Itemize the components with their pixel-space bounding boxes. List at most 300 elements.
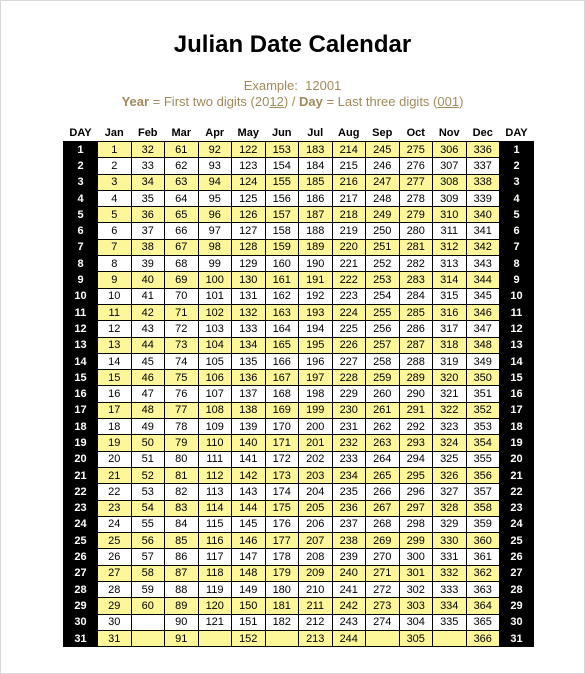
julian-day-cell: 159 xyxy=(265,239,299,255)
julian-day-cell: 318 xyxy=(433,337,467,353)
julian-day-cell: 163 xyxy=(265,304,299,320)
day-number: 26 xyxy=(500,549,534,565)
julian-day-cell xyxy=(265,630,299,646)
julian-day-cell: 296 xyxy=(399,484,433,500)
julian-day-cell: 218 xyxy=(332,207,366,223)
table-row xyxy=(64,435,534,451)
julian-day-cell: 71 xyxy=(165,304,199,320)
day-number: 16 xyxy=(64,386,98,402)
julian-day-cell: 190 xyxy=(299,256,333,272)
column-header: Sep xyxy=(366,125,400,142)
julian-day-cell: 232 xyxy=(332,435,366,451)
julian-day-cell: 233 xyxy=(332,451,366,467)
julian-day-cell: 134 xyxy=(232,337,266,353)
table-row xyxy=(64,239,534,255)
julian-day-cell: 167 xyxy=(265,370,299,386)
column-header: May xyxy=(232,125,266,142)
julian-day-cell: 145 xyxy=(232,516,266,532)
julian-day-cell: 352 xyxy=(466,402,500,418)
julian-day-cell: 1 xyxy=(98,142,132,158)
julian-day-cell: 156 xyxy=(265,190,299,206)
julian-day-cell: 332 xyxy=(433,565,467,581)
julian-day-cell: 191 xyxy=(299,272,333,288)
table-row xyxy=(64,174,534,190)
julian-day-cell xyxy=(131,614,165,630)
day-number: 31 xyxy=(64,630,98,646)
julian-day-cell: 294 xyxy=(399,451,433,467)
julian-day-cell: 267 xyxy=(366,500,400,516)
julian-day-cell: 277 xyxy=(399,174,433,190)
julian-day-cell: 197 xyxy=(299,370,333,386)
julian-day-cell: 302 xyxy=(399,582,433,598)
julian-day-cell: 213 xyxy=(299,630,333,646)
day-number: 14 xyxy=(64,353,98,369)
day-number: 14 xyxy=(500,353,534,369)
day-number: 13 xyxy=(64,337,98,353)
column-header: Jun xyxy=(265,125,299,142)
day-number: 19 xyxy=(500,435,534,451)
julian-day-cell: 304 xyxy=(399,614,433,630)
julian-day-cell: 351 xyxy=(466,386,500,402)
julian-day-cell: 188 xyxy=(299,223,333,239)
julian-day-cell: 102 xyxy=(198,304,232,320)
day-number: 19 xyxy=(64,435,98,451)
day-number: 12 xyxy=(64,321,98,337)
julian-day-cell: 353 xyxy=(466,419,500,435)
table-row xyxy=(64,484,534,500)
julian-day-cell: 199 xyxy=(299,402,333,418)
julian-day-cell: 228 xyxy=(332,370,366,386)
julian-day-cell: 13 xyxy=(98,337,132,353)
julian-day-cell: 195 xyxy=(299,337,333,353)
julian-day-cell: 32 xyxy=(131,142,165,158)
julian-day-cell: 53 xyxy=(131,484,165,500)
julian-day-cell: 361 xyxy=(466,549,500,565)
julian-day-cell: 333 xyxy=(433,582,467,598)
julian-day-cell: 274 xyxy=(366,614,400,630)
table-row xyxy=(64,304,534,320)
day-number: 18 xyxy=(64,419,98,435)
julian-day-cell: 287 xyxy=(399,337,433,353)
julian-day-cell: 182 xyxy=(265,614,299,630)
day-number: 7 xyxy=(500,239,534,255)
day-number: 24 xyxy=(64,516,98,532)
julian-day-cell: 319 xyxy=(433,353,467,369)
julian-day-cell: 96 xyxy=(198,207,232,223)
julian-day-cell: 162 xyxy=(265,288,299,304)
day-number: 6 xyxy=(64,223,98,239)
julian-day-cell: 19 xyxy=(98,435,132,451)
day-number: 12 xyxy=(500,321,534,337)
table-row xyxy=(64,142,534,158)
table-row xyxy=(64,516,534,532)
julian-day-cell: 194 xyxy=(299,321,333,337)
julian-day-cell: 300 xyxy=(399,549,433,565)
julian-day-cell: 216 xyxy=(332,174,366,190)
julian-day-cell: 86 xyxy=(165,549,199,565)
julian-day-cell: 364 xyxy=(466,598,500,614)
julian-day-cell: 28 xyxy=(98,582,132,598)
julian-day-cell: 180 xyxy=(265,582,299,598)
julian-day-cell: 261 xyxy=(366,402,400,418)
table-row xyxy=(64,386,534,402)
julian-day-cell: 37 xyxy=(131,223,165,239)
julian-day-cell: 219 xyxy=(332,223,366,239)
julian-day-cell: 202 xyxy=(299,451,333,467)
julian-day-cell: 164 xyxy=(265,321,299,337)
julian-day-cell: 257 xyxy=(366,337,400,353)
julian-day-cell: 39 xyxy=(131,256,165,272)
julian-day-cell: 254 xyxy=(366,288,400,304)
julian-day-cell: 143 xyxy=(232,484,266,500)
julian-day-cell: 51 xyxy=(131,451,165,467)
table-row xyxy=(64,451,534,467)
julian-day-cell: 308 xyxy=(433,174,467,190)
julian-day-cell: 27 xyxy=(98,565,132,581)
julian-day-cell: 355 xyxy=(466,451,500,467)
julian-day-cell: 68 xyxy=(165,256,199,272)
column-header: DAY xyxy=(64,125,98,142)
julian-day-cell: 278 xyxy=(399,190,433,206)
julian-day-cell: 269 xyxy=(366,533,400,549)
julian-day-cell: 305 xyxy=(399,630,433,646)
column-header: Jul xyxy=(299,125,333,142)
julian-day-cell: 88 xyxy=(165,582,199,598)
julian-day-cell: 349 xyxy=(466,353,500,369)
julian-day-cell: 321 xyxy=(433,386,467,402)
julian-day-cell: 285 xyxy=(399,304,433,320)
julian-day-cell: 31 xyxy=(98,630,132,646)
day-number: 10 xyxy=(64,288,98,304)
table-row xyxy=(64,565,534,581)
julian-day-cell: 132 xyxy=(232,304,266,320)
column-header: Aug xyxy=(332,125,366,142)
julian-day-cell: 72 xyxy=(165,321,199,337)
julian-day-cell: 175 xyxy=(265,500,299,516)
julian-day-cell: 87 xyxy=(165,565,199,581)
julian-day-cell: 65 xyxy=(165,207,199,223)
julian-day-cell: 365 xyxy=(466,614,500,630)
julian-day-cell: 174 xyxy=(265,484,299,500)
julian-day-cell: 57 xyxy=(131,549,165,565)
julian-day-cell: 357 xyxy=(466,484,500,500)
julian-day-cell: 327 xyxy=(433,484,467,500)
julian-day-cell: 238 xyxy=(332,533,366,549)
table-row xyxy=(64,402,534,418)
julian-day-cell: 16 xyxy=(98,386,132,402)
julian-day-cell: 54 xyxy=(131,500,165,516)
day-number: 22 xyxy=(500,484,534,500)
julian-day-cell: 49 xyxy=(131,419,165,435)
julian-day-cell: 114 xyxy=(198,500,232,516)
julian-day-cell: 171 xyxy=(265,435,299,451)
julian-day-cell: 350 xyxy=(466,370,500,386)
column-header: Oct xyxy=(399,125,433,142)
table-row xyxy=(64,614,534,630)
julian-day-cell: 245 xyxy=(366,142,400,158)
table-row xyxy=(64,321,534,337)
julian-day-cell: 106 xyxy=(198,370,232,386)
julian-day-cell: 120 xyxy=(198,598,232,614)
julian-day-cell: 230 xyxy=(332,402,366,418)
julian-day-cell: 264 xyxy=(366,451,400,467)
julian-day-cell: 104 xyxy=(198,337,232,353)
julian-day-cell: 211 xyxy=(299,598,333,614)
day-number: 24 xyxy=(500,516,534,532)
julian-day-cell: 15 xyxy=(98,370,132,386)
julian-day-cell: 231 xyxy=(332,419,366,435)
day-number: 11 xyxy=(500,304,534,320)
table-row xyxy=(64,288,534,304)
julian-day-cell: 249 xyxy=(366,207,400,223)
julian-day-cell: 82 xyxy=(165,484,199,500)
day-number: 3 xyxy=(500,174,534,190)
day-number: 27 xyxy=(64,565,98,581)
julian-day-cell: 84 xyxy=(165,516,199,532)
table-row xyxy=(64,207,534,223)
julian-day-cell: 286 xyxy=(399,321,433,337)
julian-day-cell: 55 xyxy=(131,516,165,532)
julian-day-cell: 169 xyxy=(265,402,299,418)
julian-day-cell: 89 xyxy=(165,598,199,614)
julian-day-cell: 144 xyxy=(232,500,266,516)
table-row xyxy=(64,353,534,369)
julian-day-cell: 166 xyxy=(265,353,299,369)
julian-day-cell: 354 xyxy=(466,435,500,451)
day-number: 26 xyxy=(64,549,98,565)
julian-day-cell: 186 xyxy=(299,190,333,206)
table-row xyxy=(64,549,534,565)
julian-day-cell: 266 xyxy=(366,484,400,500)
julian-day-cell: 290 xyxy=(399,386,433,402)
julian-day-cell: 226 xyxy=(332,337,366,353)
julian-day-cell: 262 xyxy=(366,419,400,435)
day-number: 16 xyxy=(500,386,534,402)
day-number: 4 xyxy=(64,190,98,206)
julian-day-cell: 236 xyxy=(332,500,366,516)
julian-day-cell: 48 xyxy=(131,402,165,418)
julian-day-cell: 330 xyxy=(433,533,467,549)
julian-day-cell: 336 xyxy=(466,142,500,158)
julian-day-cell: 201 xyxy=(299,435,333,451)
julian-day-cell: 10 xyxy=(98,288,132,304)
julian-day-cell: 133 xyxy=(232,321,266,337)
julian-day-cell: 291 xyxy=(399,402,433,418)
julian-day-cell: 359 xyxy=(466,516,500,532)
julian-day-cell: 46 xyxy=(131,370,165,386)
day-number: 15 xyxy=(64,370,98,386)
julian-day-cell: 255 xyxy=(366,304,400,320)
julian-day-cell: 229 xyxy=(332,386,366,402)
julian-day-cell: 282 xyxy=(399,256,433,272)
julian-day-cell: 288 xyxy=(399,353,433,369)
julian-day-cell: 142 xyxy=(232,467,266,483)
julian-day-cell: 66 xyxy=(165,223,199,239)
julian-day-cell: 265 xyxy=(366,467,400,483)
julian-day-cell: 110 xyxy=(198,435,232,451)
julian-day-cell: 306 xyxy=(433,142,467,158)
julian-day-cell: 35 xyxy=(131,190,165,206)
julian-day-cell: 154 xyxy=(265,158,299,174)
julian-day-cell: 148 xyxy=(232,565,266,581)
julian-day-cell: 118 xyxy=(198,565,232,581)
julian-day-cell: 243 xyxy=(332,614,366,630)
julian-day-cell: 21 xyxy=(98,467,132,483)
julian-day-cell: 160 xyxy=(265,256,299,272)
julian-day-cell: 97 xyxy=(198,223,232,239)
julian-day-cell: 130 xyxy=(232,272,266,288)
julian-day-cell: 317 xyxy=(433,321,467,337)
day-number: 8 xyxy=(64,256,98,272)
julian-day-cell: 185 xyxy=(299,174,333,190)
julian-day-cell: 75 xyxy=(165,370,199,386)
julian-day-cell: 314 xyxy=(433,272,467,288)
julian-day-cell: 92 xyxy=(198,142,232,158)
julian-day-cell: 67 xyxy=(165,239,199,255)
page-title: Julian Date Calendar xyxy=(173,31,412,58)
julian-day-cell: 241 xyxy=(332,582,366,598)
column-header: Feb xyxy=(131,125,165,142)
julian-day-cell: 263 xyxy=(366,435,400,451)
julian-day-cell: 70 xyxy=(165,288,199,304)
julian-day-cell: 251 xyxy=(366,239,400,255)
julian-day-cell: 210 xyxy=(299,582,333,598)
julian-day-cell: 52 xyxy=(131,467,165,483)
julian-day-cell: 299 xyxy=(399,533,433,549)
day-number: 13 xyxy=(500,337,534,353)
julian-day-cell: 322 xyxy=(433,402,467,418)
day-number: 10 xyxy=(500,288,534,304)
julian-day-cell: 62 xyxy=(165,158,199,174)
julian-day-cell: 323 xyxy=(433,419,467,435)
julian-day-cell: 246 xyxy=(366,158,400,174)
table-row xyxy=(64,272,534,288)
julian-day-cell: 23 xyxy=(98,500,132,516)
day-number: 1 xyxy=(64,142,98,158)
julian-day-cell: 170 xyxy=(265,419,299,435)
julian-day-cell: 209 xyxy=(299,565,333,581)
julian-day-cell: 50 xyxy=(131,435,165,451)
julian-day-cell: 30 xyxy=(98,614,132,630)
julian-day-cell: 36 xyxy=(131,207,165,223)
julian-day-cell: 272 xyxy=(366,582,400,598)
table-row xyxy=(64,256,534,272)
julian-day-cell: 85 xyxy=(165,533,199,549)
julian-day-cell: 360 xyxy=(466,533,500,549)
day-number: 21 xyxy=(500,467,534,483)
julian-day-cell: 40 xyxy=(131,272,165,288)
julian-day-cell: 363 xyxy=(466,582,500,598)
julian-day-cell: 177 xyxy=(265,533,299,549)
julian-day-cell: 189 xyxy=(299,239,333,255)
julian-day-cell: 47 xyxy=(131,386,165,402)
julian-day-cell: 43 xyxy=(131,321,165,337)
table-row xyxy=(64,419,534,435)
julian-day-cell: 90 xyxy=(165,614,199,630)
julian-day-cell: 203 xyxy=(299,467,333,483)
julian-day-cell: 38 xyxy=(131,239,165,255)
julian-day-cell: 60 xyxy=(131,598,165,614)
julian-day-cell: 99 xyxy=(198,256,232,272)
julian-day-cell: 61 xyxy=(165,142,199,158)
day-number: 4 xyxy=(500,190,534,206)
julian-day-cell: 237 xyxy=(332,516,366,532)
table-row xyxy=(64,598,534,614)
julian-day-cell: 301 xyxy=(399,565,433,581)
julian-table xyxy=(63,125,534,647)
day-number: 5 xyxy=(64,207,98,223)
julian-day-cell: 344 xyxy=(466,272,500,288)
table-row xyxy=(64,630,534,646)
day-number: 25 xyxy=(500,533,534,549)
julian-day-cell: 103 xyxy=(198,321,232,337)
julian-day-cell: 275 xyxy=(399,142,433,158)
julian-day-cell: 184 xyxy=(299,158,333,174)
day-number: 8 xyxy=(500,256,534,272)
julian-day-cell: 293 xyxy=(399,435,433,451)
julian-day-cell: 252 xyxy=(366,256,400,272)
julian-day-cell: 129 xyxy=(232,256,266,272)
julian-day-cell: 22 xyxy=(98,484,132,500)
julian-day-cell: 222 xyxy=(332,272,366,288)
julian-day-cell: 157 xyxy=(265,207,299,223)
julian-day-cell: 224 xyxy=(332,304,366,320)
julian-day-cell: 146 xyxy=(232,533,266,549)
julian-day-cell: 6 xyxy=(98,223,132,239)
julian-day-cell: 76 xyxy=(165,386,199,402)
julian-day-cell: 346 xyxy=(466,304,500,320)
julian-day-cell: 139 xyxy=(232,419,266,435)
day-number: 2 xyxy=(500,158,534,174)
julian-day-cell: 192 xyxy=(299,288,333,304)
column-header: Apr xyxy=(198,125,232,142)
julian-day-cell: 168 xyxy=(265,386,299,402)
julian-day-cell: 64 xyxy=(165,190,199,206)
julian-day-cell: 205 xyxy=(299,500,333,516)
julian-day-cell: 183 xyxy=(299,142,333,158)
julian-day-cell: 17 xyxy=(98,402,132,418)
day-number: 1 xyxy=(500,142,534,158)
close-paren: ) xyxy=(459,94,464,109)
julian-day-cell: 339 xyxy=(466,190,500,206)
day-label: Day xyxy=(298,94,323,109)
julian-day-cell: 127 xyxy=(232,223,266,239)
day-number: 28 xyxy=(64,582,98,598)
year-label: Year xyxy=(121,94,150,109)
year-underlined: 12 xyxy=(269,94,284,109)
julian-day-cell: 100 xyxy=(198,272,232,288)
julian-day-cell: 25 xyxy=(98,533,132,549)
day-number: 21 xyxy=(64,467,98,483)
julian-day-cell: 181 xyxy=(265,598,299,614)
julian-day-cell: 297 xyxy=(399,500,433,516)
julian-day-cell: 115 xyxy=(198,516,232,532)
example-value: 12001 xyxy=(305,78,342,93)
day-number: 28 xyxy=(500,582,534,598)
julian-day-cell: 356 xyxy=(466,467,500,483)
julian-day-cell: 155 xyxy=(265,174,299,190)
table-row xyxy=(64,582,534,598)
day-number: 9 xyxy=(64,272,98,288)
julian-day-cell: 69 xyxy=(165,272,199,288)
julian-day-cell: 7 xyxy=(98,239,132,255)
julian-day-cell: 212 xyxy=(299,614,333,630)
julian-day-cell: 200 xyxy=(299,419,333,435)
day-number: 27 xyxy=(500,565,534,581)
julian-day-cell: 225 xyxy=(332,321,366,337)
julian-day-cell: 128 xyxy=(232,239,266,255)
day-number: 3 xyxy=(64,174,98,190)
